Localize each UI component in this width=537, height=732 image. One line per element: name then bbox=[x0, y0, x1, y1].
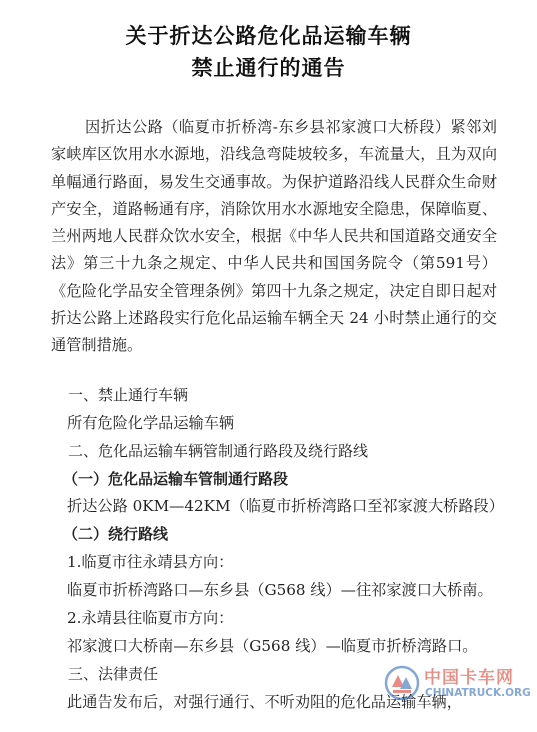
watermark-name-en: CHINATRUCK.ORG bbox=[425, 687, 531, 699]
section1-text: 所有危险化学品运输车辆 bbox=[67, 414, 235, 432]
section3-text: 此通告发布后，对强行通行、不听劝阻的危化品运输车辆， bbox=[67, 693, 462, 711]
document-title-line1: 关于折达公路危化品运输车辆 bbox=[125, 24, 412, 48]
route2-title: 2.永靖县往临夏市方向： bbox=[67, 609, 234, 627]
section2-heading: 二、危化品运输车辆管制通行路段及绕行路线 bbox=[68, 442, 369, 460]
intro-paragraph: 因折达公路（临夏市折桥湾-东乡县祁家渡口大桥段）紧邻刘家峡库区饮用水水源地，沿线急弯陡坡较多，车流量大，且为双向单幅通行路面，易发生交通事故。为保护道路沿线人民群众生命财产安全，道路畅通有序，消除饮用水水源地安全隐患，保障临夏、兰州两地人民群众饮水安全，根据《中华人民共和国道路交通安全法》第三十九条之规定、中华人民共和国国务院令（第591号）《危险化学品安全管理条例》第四十九条之规定，决定自即日起对折达公路上述路段实行危化品运输车辆全天 24 小时禁止通行的交通管制措施。 bbox=[51, 118, 497, 355]
section1-heading: 一、禁止通行车辆 bbox=[68, 386, 189, 404]
watermark bbox=[384, 661, 531, 711]
subsection1-text: 折达公路 0KM—42KM（临夏市折桥湾路口至祁家渡大桥路段） bbox=[67, 497, 504, 515]
subsection1-heading: （一）危化品运输车管制通行路段 bbox=[63, 470, 289, 488]
watermark-name-cn: 中国卡车网 bbox=[424, 668, 514, 688]
route1-title: 1.临夏市往永靖县方向： bbox=[67, 553, 234, 571]
route1-text: 临夏市折桥湾路口—东乡县（G568 线）—往祁家渡口大桥南。 bbox=[67, 581, 493, 599]
china-truck-logo-icon bbox=[384, 665, 420, 701]
section3-heading: 三、法律责任 bbox=[68, 665, 159, 683]
route2-text: 祁家渡口大桥南—东乡县（G568 线）—临夏市折桥湾路口。 bbox=[67, 637, 478, 655]
document-title-line2: 禁止通行的通告 bbox=[191, 56, 346, 80]
subsection2-heading: （二）绕行路线 bbox=[63, 525, 169, 543]
